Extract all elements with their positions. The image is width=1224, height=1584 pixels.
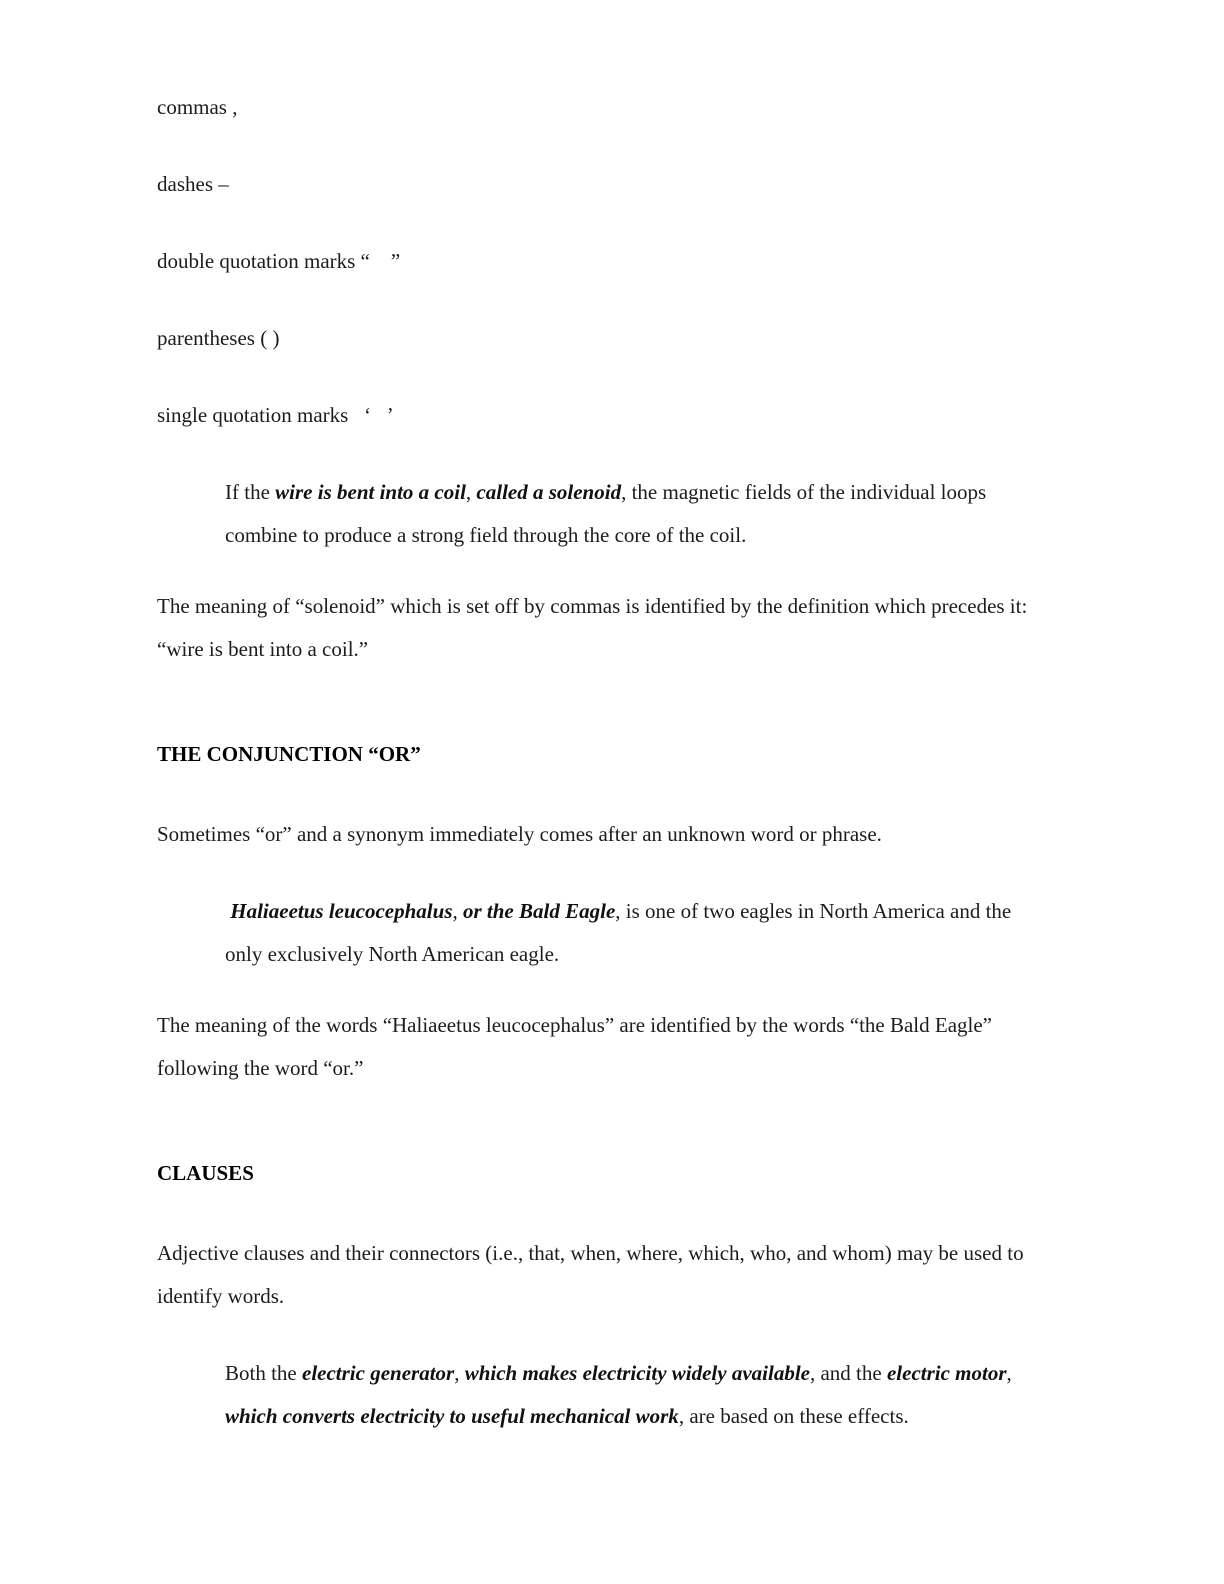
example-solenoid [225, 471, 1029, 557]
example-clauses-sep2: , and the [809, 1361, 887, 1385]
example-clauses-term3: electric motor [886, 1361, 1007, 1385]
punctuation-item-single-quotes: single quotation marks ‘ ’ [157, 403, 394, 427]
example-solenoid-rest: , the magnetic fields of the individual loops combine to produce a strong field through the core of the coil. [225, 480, 992, 547]
example-solenoid-term2: called a solenoid [476, 480, 622, 504]
clauses-intro-paragraph: Adjective clauses and their connectors (i.e., that, when, where, which, who, and whom) may be used to identify words. [157, 1241, 1029, 1308]
example-clauses [225, 1352, 1029, 1438]
example-clauses-term2: which makes electricity widely available [464, 1361, 810, 1385]
example-eagle-rest: , is one of two eagles in North America and the only exclusively North American eagle. [225, 899, 1017, 966]
punctuation-item-dashes: dashes – [157, 172, 229, 196]
example-eagle-sep1: , [452, 899, 463, 923]
heading-the-conjunction-or: THE CONJUNCTION “OR” [157, 742, 421, 766]
punctuation-item-commas: commas , [157, 95, 238, 119]
eagle-explanation: The meaning of the words “Haliaeetus leucocephalus” are identified by the words “the Bald Eagle” following the word “or.” [157, 1013, 998, 1080]
example-eagle-term2: or the Bald Eagle [463, 899, 616, 923]
example-solenoid-term1: wire is bent into a coil [275, 480, 466, 504]
example-eagle-term1: Haliaeetus leucocephalus [230, 899, 453, 923]
example-clauses-lead: Both the [225, 1361, 302, 1385]
punctuation-item-parentheses: parentheses ( ) [157, 326, 280, 350]
example-clauses-term4: which converts electricity to useful mechanical work [225, 1404, 679, 1428]
example-clauses-term1: electric generator [302, 1361, 455, 1385]
solenoid-explanation: The meaning of “solenoid” which is set off by commas is identified by the definition which precedes it: “wire is bent into a coil.” [157, 594, 1033, 661]
example-clauses-rest: , are based on these effects. [678, 1404, 909, 1428]
punctuation-item-double-quotes: double quotation marks “ ” [157, 249, 401, 273]
example-solenoid-lead: If the [225, 480, 276, 504]
example-clauses-sep3: , [1006, 1361, 1018, 1385]
or-intro-paragraph: Sometimes “or” and a synonym immediately comes after an unknown word or phrase. [157, 822, 882, 846]
example-clauses-sep1: , [454, 1361, 465, 1385]
heading-clauses: CLAUSES [157, 1161, 254, 1185]
example-solenoid-sep1: , [465, 480, 477, 504]
example-bald-eagle [225, 890, 1029, 976]
